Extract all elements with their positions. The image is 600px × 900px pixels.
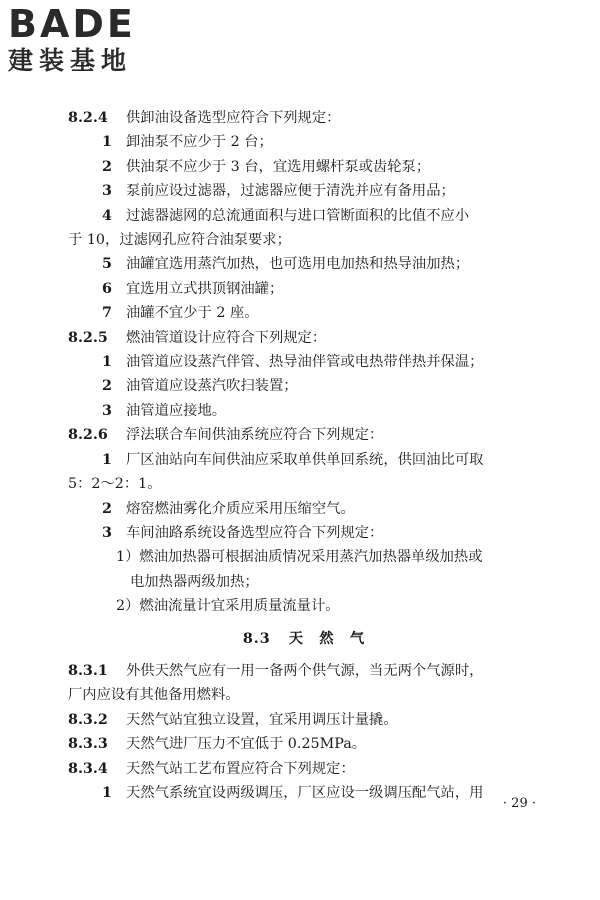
text-line [68, 570, 540, 594]
clause-number: 8.2.4 [68, 110, 108, 126]
line-text: 熔窑燃油雾化介质应采用压缩空气。 [126, 500, 355, 517]
line-text: 外供天然气应有一用一备两个供气源，当无两个气源时， [126, 662, 484, 679]
list-item [68, 521, 540, 545]
clause-number: 8.3.1 [68, 662, 108, 679]
line-text: 油管道应接地。 [126, 402, 227, 419]
line-text: 宜选用立式拱顶钢油罐； [126, 280, 284, 297]
line-text: 厂内应设有其他备用燃料。 [68, 687, 240, 704]
item-number: 1 [102, 451, 112, 468]
line-text: 油管道应设蒸汽吹扫装置； [126, 378, 298, 395]
item-number: 4 [102, 207, 112, 224]
list-item [68, 448, 540, 472]
text-line [68, 545, 540, 569]
line-text: 5：2～2：1。 [68, 476, 162, 493]
clause-number: 8.3.4 [68, 760, 108, 777]
clause-number: 8.3.3 [68, 736, 108, 753]
line-text: 供卸油设备选型应符合下列规定： [126, 110, 341, 126]
document-body [68, 106, 540, 805]
list-item [68, 179, 540, 203]
line-text: 天然气站宜独立设置，宜采用调压计量撬。 [126, 711, 398, 728]
item-number: 2 [102, 158, 112, 175]
line-text: 1）燃油加热器可根据油质情况采用蒸汽加热器单级加热或 [116, 549, 483, 566]
item-number: 3 [102, 524, 112, 541]
item-number: 2 [102, 500, 112, 517]
list-item [68, 497, 540, 521]
clause-number: 8.2.5 [68, 329, 108, 346]
list-item [68, 252, 540, 276]
line-text: 天然气进厂压力不宜低于 0.25MPa。 [126, 736, 367, 753]
item-number: 1 [102, 134, 112, 151]
list-item [68, 301, 540, 325]
list-item [68, 781, 540, 805]
list-item [68, 204, 540, 228]
line-text: 2）燃油流量计宜采用质量流量计。 [116, 598, 340, 615]
line-text: 泵前应设过滤器，过滤器应便于清洗并应有备用品； [126, 183, 455, 200]
text-line [68, 472, 540, 496]
section-number: 8.3 [242, 630, 271, 647]
line-text: 天然气系统宜设两级调压，厂区应设一级调压配气站，用 [126, 784, 484, 801]
line-text: 车间油路系统设备选型应符合下列规定： [126, 524, 384, 541]
clause-line [68, 106, 540, 130]
line-text: 浮法联合车间供油系统应符合下列规定： [126, 427, 384, 444]
clause-number: 8.3.2 [68, 711, 108, 728]
line-text: 油罐不宜少于 2 座。 [126, 305, 259, 322]
line-text: 电加热器两级加热； [130, 573, 259, 590]
text-line [68, 594, 540, 618]
section-title-text: 天 然 气 [288, 630, 366, 647]
item-number: 1 [102, 354, 112, 371]
line-text: 天然气站工艺布置应符合下列规定： [126, 760, 355, 777]
list-item [68, 130, 540, 154]
list-item [68, 277, 540, 301]
line-text: 油管道应设蒸汽伴管、热导油伴管或电热带伴热并保温； [126, 354, 484, 371]
clause-line [68, 757, 540, 781]
list-item [68, 350, 540, 374]
text-line [68, 228, 540, 252]
bade-logo [8, 4, 178, 84]
clause-line [68, 326, 540, 350]
item-number: 3 [102, 183, 112, 200]
line-text: 油罐宜选用蒸汽加热，也可选用电加热和热导油加热； [126, 256, 470, 273]
clause-line [68, 732, 540, 756]
line-text: 供油泵不应少于 3 台，宜选用螺杆泵或齿轮泵； [126, 158, 431, 175]
clause-number: 8.2.6 [68, 427, 108, 444]
list-item [68, 155, 540, 179]
logo-wordmark: BADE [8, 2, 136, 46]
item-number: 7 [102, 305, 112, 322]
clause-line [68, 659, 540, 683]
line-text: 燃油管道设计应符合下列规定： [126, 329, 327, 346]
section-title [68, 627, 540, 651]
item-number: 6 [102, 280, 112, 297]
item-number: 3 [102, 402, 112, 419]
page-number: · 29 · [502, 796, 536, 811]
line-text: 过滤器滤网的总流通面积与进口管断面积的比值不应小 [126, 207, 470, 224]
line-text: 卸油泵不应少于 2 台； [126, 134, 273, 151]
logo-subtitle: 建装基地 [8, 46, 133, 75]
text-line [68, 683, 540, 707]
list-item [68, 399, 540, 423]
line-text: 于 10，过滤网孔应符合油泵要求； [68, 232, 291, 249]
item-number: 1 [102, 784, 112, 801]
item-number: 2 [102, 378, 112, 395]
clause-line [68, 708, 540, 732]
clause-line [68, 423, 540, 447]
item-number: 5 [102, 256, 112, 273]
line-text: 厂区油站向车间供油应采取单供单回系统，供回油比可取 [126, 451, 484, 468]
list-item [68, 374, 540, 398]
